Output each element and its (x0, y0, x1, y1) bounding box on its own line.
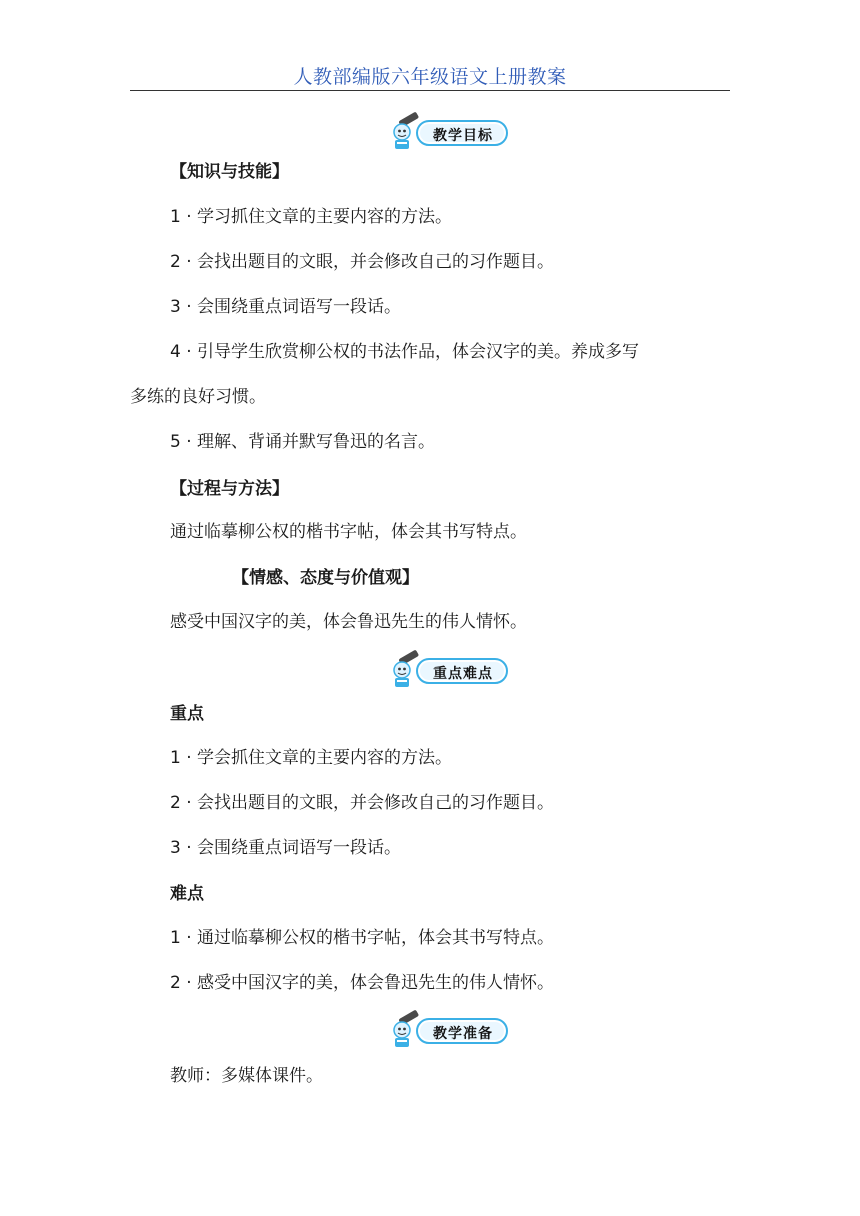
key-item-3: 3 · 会围绕重点词语写一段话。 (170, 838, 402, 858)
badge-label: 教学准备 (433, 1026, 493, 1042)
knowledge-item-5: 5 · 理解、背诵并默写鲁迅的名言。 (170, 432, 436, 452)
process-heading: 【过程与方法】 (170, 479, 289, 499)
badge-label: 教学目标 (433, 128, 493, 144)
section-badge-keypoints (386, 650, 510, 690)
section-badge-prep (386, 1010, 510, 1050)
knowledge-item-1: 1 · 学习抓住文章的主要内容的方法。 (170, 207, 453, 227)
section-badge-goals (386, 112, 510, 152)
knowledge-item-4-line-2: 多练的良好习惯。 (130, 387, 266, 407)
difficulty-item-2: 2 · 感受中国汉字的美，体会鲁迅先生的伟人情怀。 (170, 973, 555, 993)
knowledge-heading: 【知识与技能】 (170, 162, 289, 182)
knowledge-item-2: 2 · 会找出题目的文眼，并会修改自己的习作题目。 (170, 252, 555, 272)
emotion-text: 感受中国汉字的美，体会鲁迅先生的伟人情怀。 (170, 612, 527, 632)
document-header-title: 人教部编版六年级语文上册教案 (293, 66, 567, 88)
knowledge-item-4-line-1: 4 · 引导学生欣赏柳公权的书法作品，体会汉字的美。养成多写 (170, 342, 640, 362)
key-heading: 重点 (170, 704, 204, 724)
key-item-1: 1 · 学会抓住文章的主要内容的方法。 (170, 748, 453, 768)
process-text: 通过临摹柳公权的楷书字帖，体会其书写特点。 (170, 522, 527, 542)
knowledge-item-3: 3 · 会围绕重点词语写一段话。 (170, 297, 402, 317)
difficulty-heading: 难点 (170, 884, 204, 904)
badge-label: 重点难点 (433, 666, 493, 682)
difficulty-item-1: 1 · 通过临摹柳公权的楷书字帖，体会其书写特点。 (170, 928, 555, 948)
emotion-heading: 【情感、态度与价值观】 (232, 568, 419, 588)
prep-teacher: 教师：多媒体课件。 (170, 1066, 323, 1086)
key-item-2: 2 · 会找出题目的文眼，并会修改自己的习作题目。 (170, 793, 555, 813)
header-divider (130, 90, 730, 91)
